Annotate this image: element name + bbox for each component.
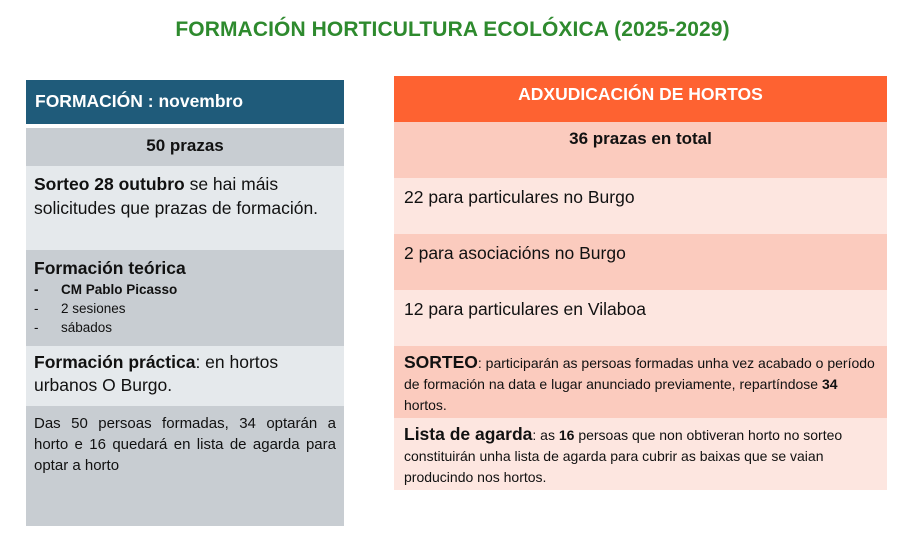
theory-title: Formación teórica [34,258,186,278]
theory-item: - 2 sesiones [34,299,336,318]
draw-number: 34 [821,376,838,392]
practice-text: : en hortos urbanos O Burgo. [34,352,279,395]
waiting-list-text: : as [532,427,559,443]
theory-item: - CM Pablo Picasso [34,280,336,299]
draw-text: se hai máis solicitudes que prazas de formación. [34,174,319,218]
practice-title: Formación práctica [34,352,196,372]
theory-training [26,250,344,346]
training-places: 50 prazas [26,128,344,166]
allocation-row: 12 para particulares en Vilaboa [394,290,887,346]
draw-text-end: hortos. [404,397,447,413]
theory-item: - sábados [34,318,336,337]
allocation-row: 2 para asociacións no Burgo [394,234,887,290]
training-header: FORMACIÓN : novembro [26,80,344,124]
waiting-list-title: Lista de agarda [404,424,533,444]
draw-text: : participarán as persoas formadas unha vez acabado o período de formación na data e lugar anunciado previamente, repartíndose [404,355,875,392]
page-title: FORMACIÓN HORTICULTURA ECOLÓXICA (2025-2029) [175,18,730,41]
training-note: Das 50 persoas formadas, 34 optarán a horto e 16 quedará en lista de agarda para optar a horto [26,406,344,526]
practice-training [26,346,344,406]
draw-title: SORTEO [404,352,478,372]
training-panel [26,80,344,526]
allocation-row: 22 para particulares no Burgo [394,178,887,234]
waiting-list [394,418,887,490]
waiting-list-number: 16 [558,427,575,443]
waiting-list-text-end: persoas que non obtiveran horto no sorteo constituirán unha lista de agarda para cubrir as baixas que se vaian producindo nos hortos. [404,427,843,485]
theory-list [34,280,336,337]
allocation-panel [394,76,887,490]
draw-date: Sorteo 28 outubro [34,174,185,194]
allocation-header: ADXUDICACIÓN DE HORTOS [394,76,887,122]
allocation-total: 36 prazas en total [394,122,887,178]
allocation-draw [394,346,887,418]
training-draw-info [26,166,344,250]
